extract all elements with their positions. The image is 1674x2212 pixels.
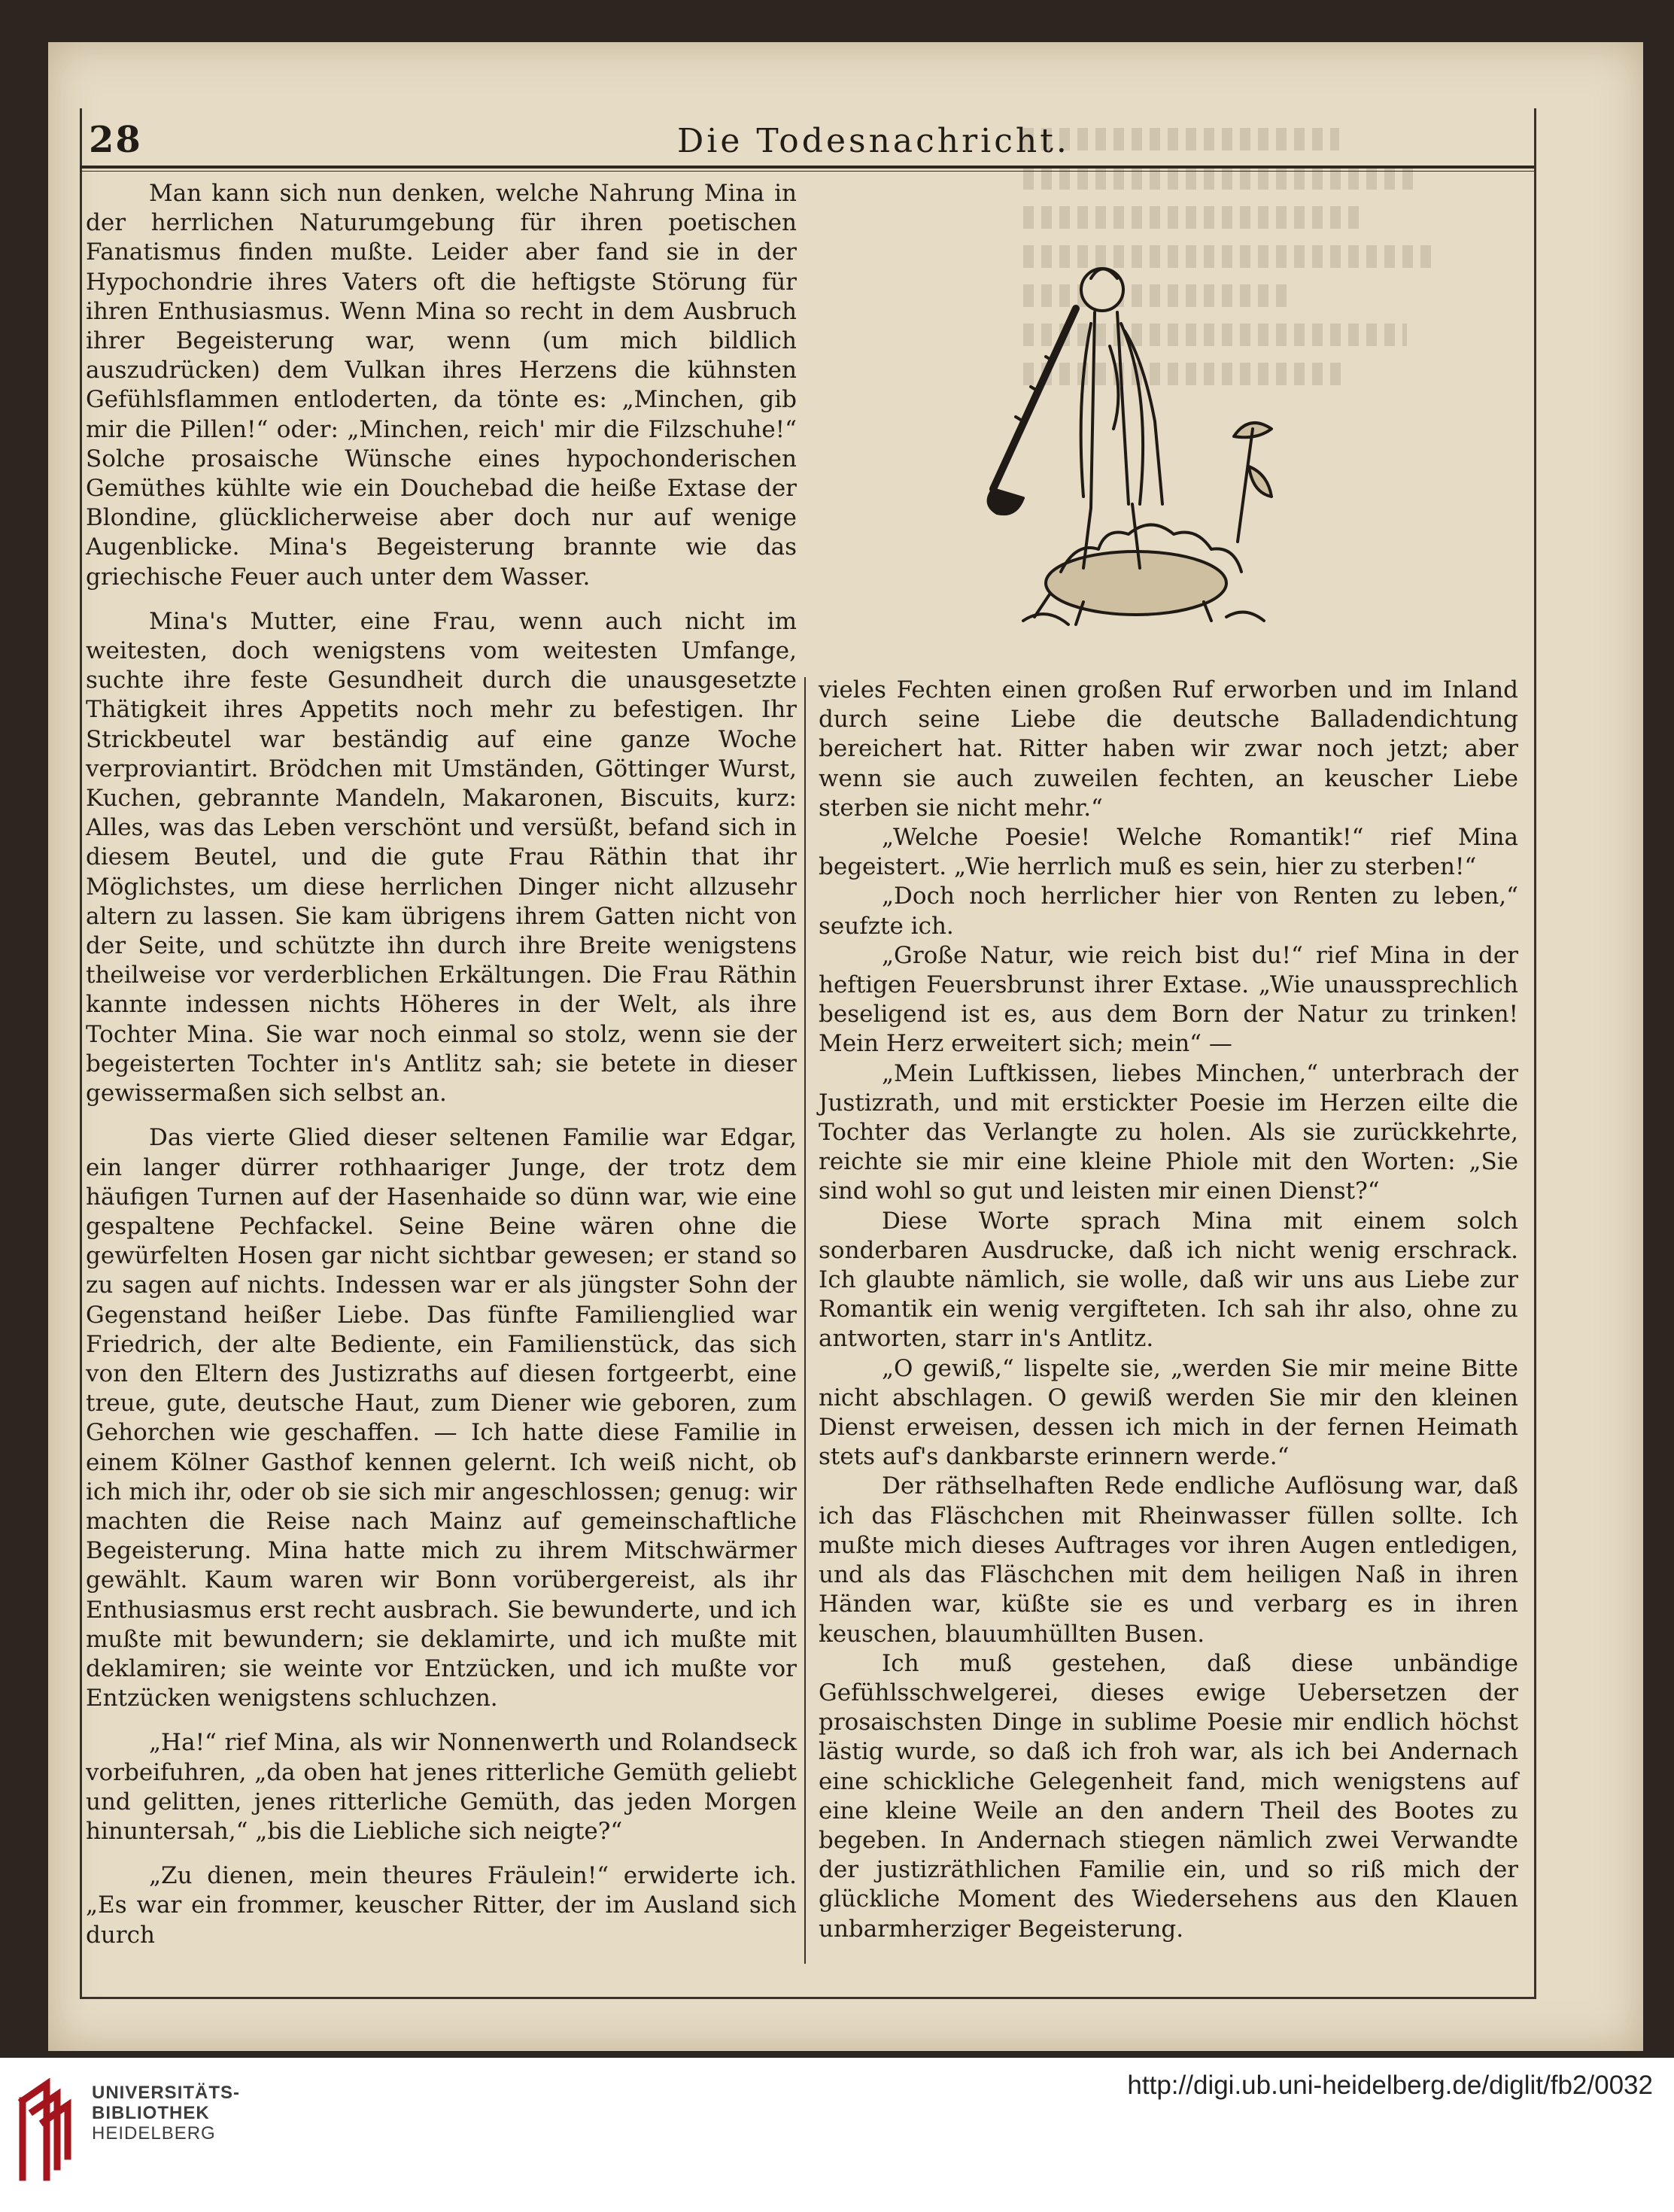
paragraph: „Zu dienen, mein theures Fräulein!“ erwiderte ich. „Es war ein frommer, keuscher Ritter, der im Ausland sich durch — [86, 1862, 797, 1949]
paragraph: Das vierte Glied dieser seltenen Familie war Edgar, ein langer dürrer rothhaariger Junge, der trotz dem häufigen Turnen auf der Hasenhaide so dünn war, wie eine gespaltene Pechfackel. Seine Beine wären ohne die gewürfelten Hosen gar nicht sichtbar gewesen; er stand so zu sagen auf nichts. Indessen war er als jüngster Sohn der Gegenstand heißer Liebe. Das fünfte Familienglied war Friedrich, der alte Bediente, ein Familienstück, das sich von den Eltern des Justizraths auf diesen fortgeerbt, eine treue, gute, deutsche Haut, zum Diener wie geboren, zum Gehorchen wie geschaffen. — Ich hatte diese Familie in einem Kölner Gasthof kennen gelernt. Ich weiß nicht, ob ich mich ihr, oder ob sie sich mir angeschlossen; genug: wir machten die Reise nach Mainz auf gemeinschaftliche Begeisterung. Mina hatte mich zu ihrem Mitschwärmer gewählt. Kaum waren wir Bonn vorübergereist, als ihr Enthusiasmus erst recht ausbrach. Sie bewunderte, und ich mußte mit bewundern; sie deklamirte, und ich mußte mit deklamiren; sie weinte vor Entzücken, und ich mußte vor Entzücken wenigstens schluchzen. — [86, 1124, 797, 1712]
right-column — [819, 676, 1518, 1944]
paragraph: vieles Fechten einen großen Ruf erworben und im Inland durch seine Liebe die deutsche Balladendichtung bereichert hat. Ritter haben wir zwar noch jetzt; aber wenn sie auch zuweilen fechten, an keuscher Liebe sterben sie nicht mehr.“ — [819, 676, 1518, 822]
header-rule — [80, 166, 1534, 169]
paragraph: „Mein Luftkissen, liebes Minchen,“ unterbrach der Justizrath, und mit erstickter Poesie im Herzen eilte die Tochter das Verlangte zu holen. Als sie zurückkehrte, reichte sie mir eine kleine Phiole mit den Worten: „Sie sind wohl so gut und leisten mir einen Dienst?“ — [819, 1059, 1518, 1205]
left-column — [86, 179, 797, 1950]
running-head: Die Todesnachricht. — [677, 122, 1070, 160]
header-rule-thin — [80, 171, 1534, 172]
page-number: 28 — [89, 119, 142, 161]
paragraph: „Welche Poesie! Welche Romantik!“ rief Mina begeistert. „Wie herrlich muß es sein, hier zu sterben!“ — [819, 824, 1518, 881]
source-url-link[interactable]: http://digi.ub.uni-heidelberg.de/diglit/fb2/0032 — [1127, 2071, 1653, 2100]
heidelberg-library-logo[interactable] — [17, 2078, 84, 2183]
paragraph: Der räthselhaften Rede endliche Auflösung war, daß ich das Fläschchen mit Rheinwasser füllen sollte. Ich mußte mich dieses Auftrages vor ihren Augen entledigen, und als das Fläschchen mit dem heiligen Naß in ihren Händen war, küßte sie es und verbarg es in ihren keuschen, blauumhüllten Busen. — [819, 1472, 1518, 1648]
paragraph: „O gewiß,“ lispelte sie, „werden Sie mir meine Bitte nicht abschlagen. O gewiß werden Sie mir den kleinen Dienst erweisen, dessen ich mich in der fernen Heimath stets auf's dankbarste erinnern werde.“ — [819, 1354, 1518, 1471]
paragraph: Diese Worte sprach Mina mit einem solch sonderbaren Ausdrucke, daß ich nicht wenig erschrack. Ich glaubte nämlich, sie wolle, daß wir uns aus Liebe zur Romantik ein wenig vergifteten. Ich sah ihr also, ohne zu antworten, starr in's Antlitz. — [819, 1207, 1518, 1353]
library-name-line: BIBLIOTHEK — [92, 2103, 210, 2123]
column-divider — [804, 677, 806, 1964]
paragraph: Mina's Mutter, eine Frau, wenn auch nicht im weitesten, doch wenigstens vom weitesten Umfange, suchte ihre feste Gesundheit durch die unausgesetzte Thätigkeit ihres Appetits noch mehr zu befestigen. Ihr Strickbeutel war beständig auf eine ganze Woche verproviantirt. Brödchen mit Umständen, Göttinger Wurst, Kuchen, gebrannte Mandeln, Makaronen, Biscuits, kurz: Alles, was das Leben verschönt und versüßt, befand sich in diesem Beutel, und die gute Frau Räthin that ihr Möglichstes, um diese herrlichen Dinger nicht allzusehr altern zu lassen. Sie kam übrigens ihrem Gatten nicht von der Seite, und schützte ihn durch ihre Breite wenigstens theilweise vor verderblichen Erkältungen. Die Frau Räthin kannte indessen nichts Höheres in der Welt, als ihre Tochter Mina. Sie war noch einmal so stolz, wenn sie der begeisterten Tochter in's Antlitz sah; sie betete in dieser gewissermaßen sich selbst an. — [86, 607, 797, 1108]
man-with-alphorn-illustration — [978, 241, 1332, 632]
paragraph: Man kann sich nun denken, welche Nahrung Mina in der herrlichen Naturumgebung für ihren poetischen Fanatismus finden mußte. Leider aber fand sie in der Hypochondrie ihres Vaters oft die heftigste Störung für ihren Enthusiasmus. Wenn Mina so recht in dem Ausbruch ihrer Begeisterung war, wenn (um mich bildlich auszudrücken) dem Vulkan ihres Herzens die kühnsten Gefühlsflammen entloderten, da tönte es: „Minchen, gib mir die Pillen!“ oder: „Minchen, reich' mir die Filzschuhe!“ Solche prosaische Wünsche eines hypochonderischen Gemüthes kühlte wie ein Douchebad die heiße Extase der Blondine, glücklicherweise aber doch nur auf wenige Augenblicke. Mina's Begeisterung brannte wie das griechische Feuer auch unter dem Wasser. — [86, 180, 797, 591]
library-name-line: UNIVERSITÄTS- — [92, 2083, 241, 2103]
paragraph: „Große Natur, wie reich bist du!“ rief Mina in der heftigen Feuersbrunst ihrer Extase. „Wie unaussprechlich beseligend ist es, aus dem Born der Natur zu trinken! Mein Herz erweitert sich; mein“ — — [819, 941, 1518, 1058]
paragraph: Ich muß gestehen, daß diese unbändige Gefühlsschwelgerei, dieses ewige Uebersetzen der prosaischsten Dinge in sublime Poesie mir endlich höchst lästig wurde, so daß ich froh war, als ich bei Andernach eine schickliche Gelegenheit fand, mich wenigstens auf eine kleine Weile an den andern Theil des Bootes zu begeben. In Andernach stiegen nämlich zwei Verwandte der justizräthlichen Familie ein, und so riß mich der glückliche Moment des Wiedersehens aus den Klauen unbarmherziger Begeisterung. — [819, 1649, 1518, 1943]
paragraph: „Ha!“ rief Mina, als wir Nonnenwerth und Rolandseck vorbeifuhren, „da oben hat jenes ritterliche Gemüth geliebt und gelitten, jenes ritterliche Gemüth, das jeden Morgen hinuntersah,“ „bis die Liebliche sich neigte?“ — [86, 1729, 797, 1845]
paragraph: „Doch noch herrlicher hier von Renten zu leben,“ seufzte ich. — [819, 883, 1518, 940]
library-name-line: HEIDELBERG — [92, 2123, 216, 2144]
library-name[interactable] — [92, 2083, 240, 2144]
